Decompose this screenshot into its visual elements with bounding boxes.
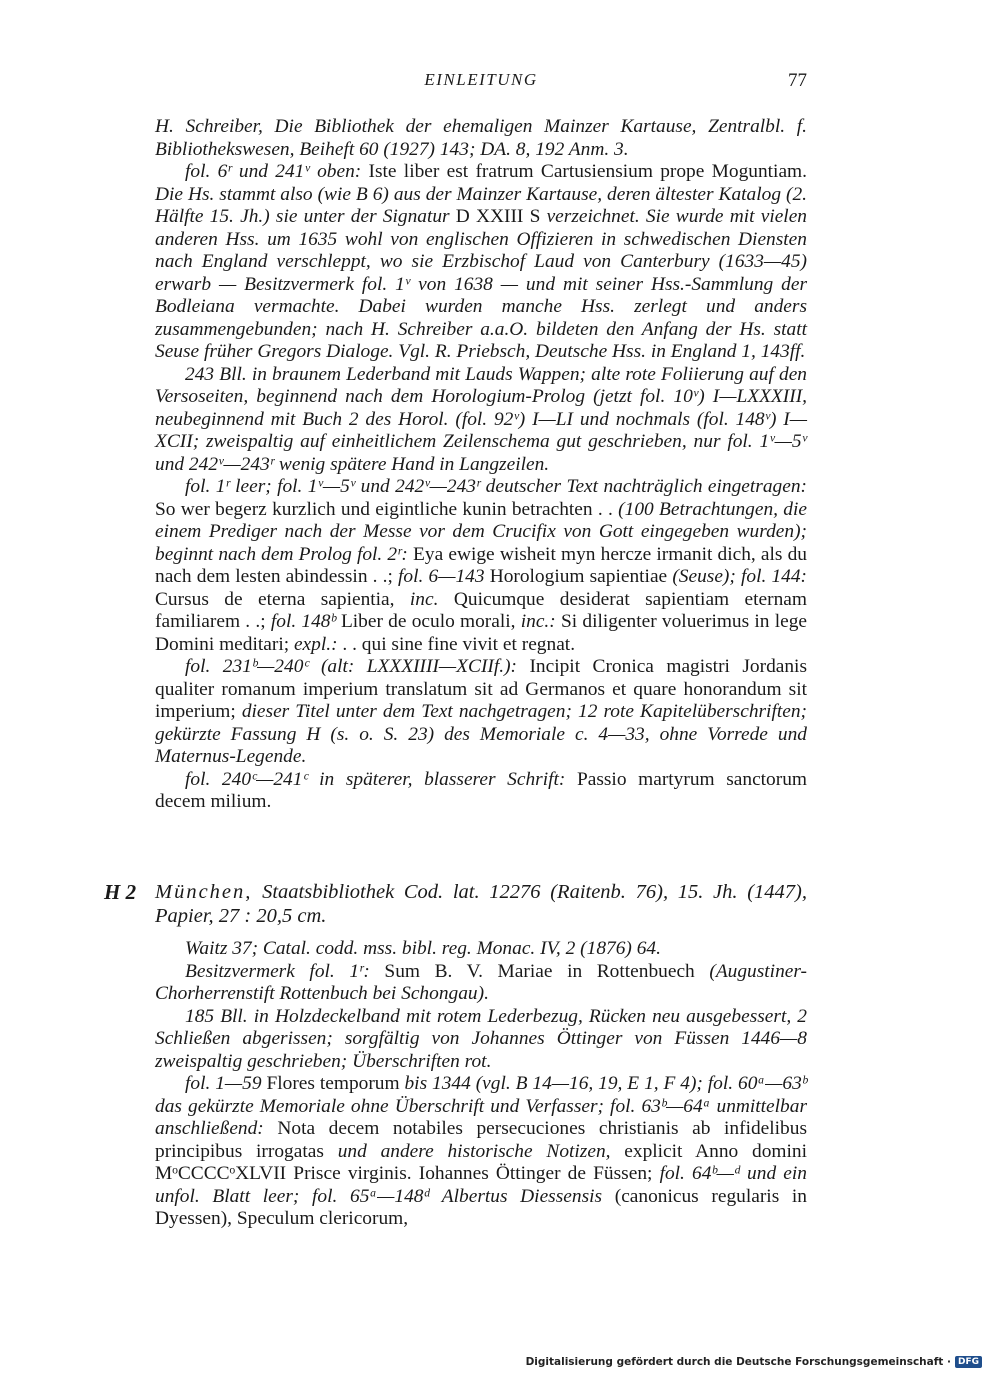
commentary-text: und andere historische Notizen, [337, 1140, 611, 1162]
quoted-text: Si diligenter voluerimus in lege Domini meditari; [155, 611, 808, 655]
city-name: München, [155, 881, 253, 903]
entry-h2 [155, 880, 807, 1231]
bibliography-reference: H. Schreiber, Die Bibliothek der ehemaligen Mainzer Kartause, Zentralbl. f. Bibliothekswesen, Beiheft 60 (1927) 143; DA. 8, 192 Anm. 3. [155, 116, 807, 160]
bibliography-reference: Waitz 37; Catal. codd. mss. bibl. reg. Monac. IV, 2 (1876) 64. [185, 938, 661, 959]
quoted-text: Eya ewige wisheit myn hercze irmanit dich, als du nach dem lesten abindessin . .; [155, 543, 807, 587]
work-title: Cursus de eterna sapientia, [155, 588, 410, 610]
quoted-text: Quicumque desiderat sapientiam eternam familiarem . .; [155, 588, 807, 632]
latin-quote: Iste liber est fratrum Cartusiensium prope Moguntiam. [361, 161, 807, 182]
codicology-paragraph: 243 Bll. in braunem Lederband mit Lauds Wappen; alte rote Foliierung auf den Versoseiten, beginnend nach dem Horologium-Prolog (jetzt fol. 10ᵛ) I—LXXXIII, neubeginnend mit Buch 2 des Horol. (fol. 92ᵛ) I—LI und nochmals (fol. 148ᵛ) I—XCII; zweispaltig auf einheitlichem Zeilenschema gut geschrieben, nur fol. 1ᵛ—5ᵛ und 242ᵛ—243ʳ wenig spätere Hand in Langzeilen. [155, 363, 807, 475]
folio-reference: fol. 64ᵇ—ᵈ und ein unfol. Blatt leer; fol. 65ᵃ—148ᵈ Albertus Diessensis [155, 1163, 807, 1207]
page-header [155, 70, 807, 100]
codicology-paragraph: 185 Bll. in Holzdeckelband mit rotem Lederbezug, Rücken neu ausgebessert, 2 Schließen abgerissen; sorgfältig von Johannes Öttinger von Füssen 1446—8 zweispaltig geschrieben; Überschriften rot. [155, 1005, 807, 1072]
running-title: EINLEITUNG [424, 70, 538, 89]
commentary-text: verzeichnet. Sie wurde mit vielen anderen Hss. um 1635 wohl von englischen Offizieren in schwedischen Diensten nach England verschleppt, wo sie Erzbischof Laud von Canterbury (1633—45) erwarb — Besitzvermerk fol. 1ᵛ von 1638 — und mit seiner Hss.-Sammlung der Bodleiana vermachte. Dabei wurden manche Hss. zerlegt und anders zusammengebunden; nach H. Schreiber a.a.O. bildeten den Anfang der Hs. statt Seuse früher Gregors Dialoge. Vgl. R. Priebsch, Deutsche Hss. in England 1, 143ff. [155, 206, 807, 362]
folio-reference: fol. 231ᵇ—240ᶜ (alt: LXXXIIII—XCIIf.): [185, 656, 518, 677]
commentary-text: (Augustiner-Chorherrenstift Rottenbuch bei Schongau). [155, 960, 807, 1004]
explicit-label: expl.: [293, 633, 338, 655]
work-title: Horologium sapientiae [484, 566, 673, 587]
quoted-text: Incipit Cronica magistri Jordanis qualiter romanum imperium translatum sit ad Germanos et quare honorandum sit imperium; [155, 656, 807, 722]
quoted-text: So wer begerz kurzlich und eigintliche kunin betrachten . . [155, 498, 619, 520]
digitization-footer [526, 1356, 982, 1368]
chronicle-paragraph [155, 656, 807, 769]
quoted-text: . . qui sine fine vivit et regnat. [337, 633, 576, 655]
entry-label-h2: H 2 [104, 880, 137, 904]
folio-reference: fol. 6—143 [398, 566, 485, 587]
continuation-entry [155, 116, 807, 814]
incipit-label: inc. [409, 588, 439, 610]
folio-reference: (Seuse); fol. 144: [672, 566, 807, 587]
quoted-text: explicit Anno domini MᵒCCCCᵒXLVII Prisce virginis. Iohannes Öttinger de Füssen; [155, 1140, 807, 1184]
manuscript-description: Staatsbibliothek Cod. lat. 12276 (Raitenb. 76), 15. Jh. (1447), Papier, 27 : 20,5 cm. [155, 881, 807, 927]
folio-reference: fol. 148ᵇ [270, 611, 336, 632]
contents-paragraph [155, 476, 807, 656]
entry-heading [155, 880, 807, 928]
page-number: 77 [788, 70, 807, 91]
quoted-text: Passio martyrum sanctorum decem milium. [155, 768, 807, 812]
latin-quote: Sum B. V. Mariae in Rottenbuech [369, 960, 710, 982]
commentary-text: bis 1344 (vgl. B 14—16, 19, E 1, F 4); fol. 60ᵃ—63ᵇ das gekürzte Memoriale ohne Überschrift und Verfasser; fol. 63ᵇ—64ᵃ unmittelbar anschließend: [155, 1073, 807, 1139]
passio-paragraph [155, 769, 807, 814]
folio-reference: Besitzvermerk fol. 1ʳ: [185, 960, 370, 982]
ownership-paragraph [155, 161, 807, 364]
work-title: Liber de oculo morali, [335, 611, 521, 632]
folio-reference: fol. 1—59 [185, 1073, 262, 1094]
ownership-paragraph [155, 961, 807, 1006]
shelfmark: D XXIII S [449, 206, 547, 227]
incipit-label: inc.: [520, 611, 556, 632]
commentary-text: (100 Betrachtungen, die einem Prediger nach der Messe vor dem Crucifix von Gott eingegeben wurden); beginnt nach dem Prolog fol. 2ʳ: [155, 498, 807, 565]
folio-reference: fol. 6ʳ und 241ᵛ oben: [185, 161, 362, 182]
commentary-text: dieser Titel unter dem Text nachgetragen; 12 rote Kapitelüberschriften; gekürzte Fassung H (s. o. S. 23) des Memoriale c. 4—33, ohne Vorrede und Maternus-Legende. [155, 701, 807, 767]
dfg-logo-icon: DFG [955, 1356, 982, 1368]
quoted-text: (canonicus regularis in Dyessen), Speculum clericorum, [155, 1185, 807, 1229]
contents-paragraph [155, 1073, 807, 1231]
commentary-text: Die Hs. stammt also (wie B 6) aus der Mainzer Kartause, deren ältester Katalog (2. Hälfte 15. Jh.) sie unter der Signatur [155, 183, 807, 227]
footer-text: Digitalisierung gefördert durch die Deutsche Forschungsgemeinschaft · [525, 1356, 951, 1368]
quoted-text: Nota decem notabiles persecuciones christianis ab infidelibus principibus irrogatas [155, 1118, 807, 1162]
folio-reference: fol. 1ʳ leer; fol. 1ᵛ—5ᵛ und 242ᵛ—243ʳ deutscher Text nachträglich eingetragen: [185, 476, 807, 497]
folio-reference: fol. 240ᶜ—241ᶜ in späterer, blasserer Schrift: [185, 768, 566, 790]
work-title: Flores temporum [261, 1073, 405, 1094]
